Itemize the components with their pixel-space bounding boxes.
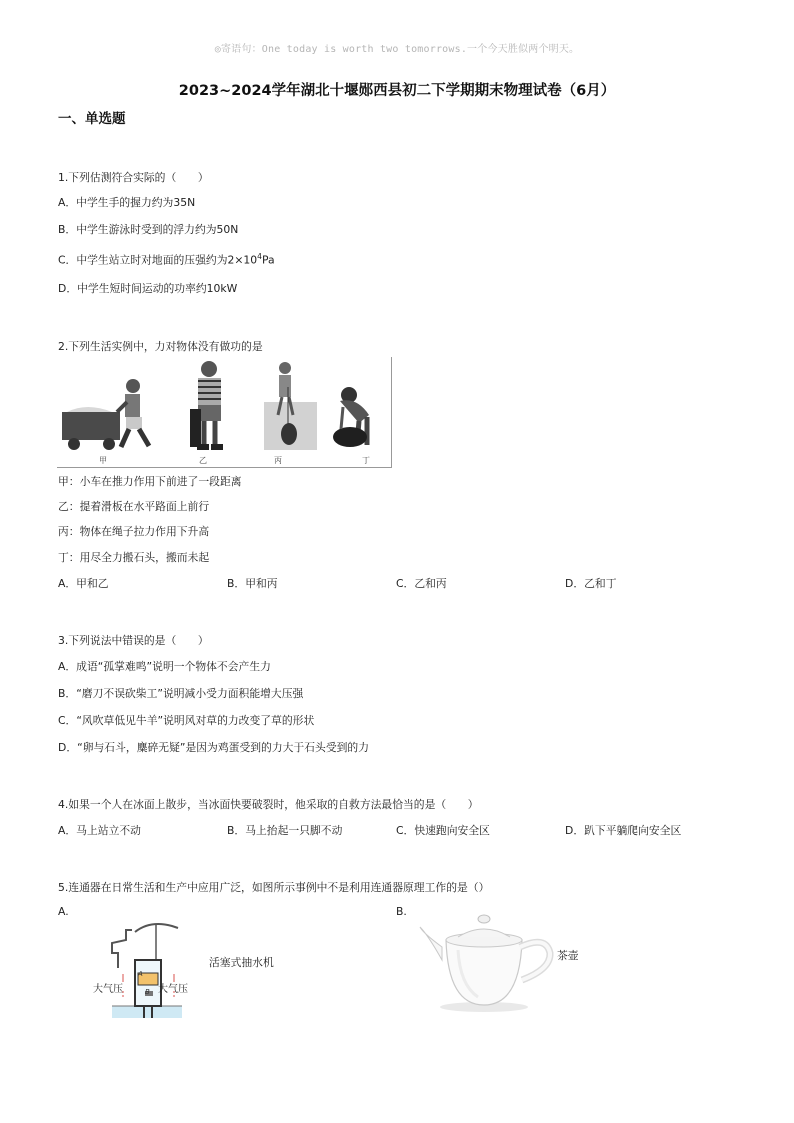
q3-option-a: A．成语“孤掌难鸣”说明一个物体不会产生力 xyxy=(58,660,271,673)
teapot-drawing xyxy=(418,905,558,1015)
q1-option-c-unit: Pa xyxy=(261,253,275,267)
q4-option-d: D．趴下平躺爬向安全区 xyxy=(565,824,682,837)
q2-item-jia: 甲：小车在推力作用下前进了一段距离 xyxy=(58,475,242,488)
q2-option-d: D．乙和丁 xyxy=(565,577,617,590)
q1-option-b: B．中学生游泳时受到的浮力约为50N xyxy=(58,223,239,236)
q2-figure xyxy=(57,357,392,468)
q3-option-d: D．“卵与石斗，麋碎无疑”是因为鸡蛋受到的力大于石头受到的力 xyxy=(58,741,370,754)
figure-label-ding: 丁 xyxy=(362,456,370,465)
q4-option-a: A．马上站立不动 xyxy=(58,824,141,837)
teapot-label: 茶壶 xyxy=(557,949,579,962)
q1-option-d: D．中学生短时间运动的功率约10kW xyxy=(58,282,238,295)
header-motto: ◎寄语句：One today is worth two tomorrows.一个今天胜似两个明天。 xyxy=(214,44,580,55)
q1-option-c-exponent: 4 xyxy=(257,252,262,261)
figure-label-jia: 甲 xyxy=(99,456,107,465)
q2-item-ding: 丁：用尽全力搬石头，搬而未起 xyxy=(58,551,210,564)
q2-item-yi: 乙：提着滑板在水平路面上前行 xyxy=(58,500,210,513)
piston-pump-diagram xyxy=(90,918,200,1023)
q3-option-b: B．“磨刀不误砍柴工”说明减小受力面积能增大压强 xyxy=(58,687,304,700)
q5-option-b-letter: B. xyxy=(396,905,407,918)
valve-a-label: A xyxy=(138,970,143,978)
q3-option-c: C．“风吹草低见牛羊”说明风对草的力改变了草的形状 xyxy=(58,714,315,727)
lift-illustration xyxy=(264,362,317,450)
piston-pump-drawing xyxy=(90,918,200,1023)
q2-option-b: B．甲和丙 xyxy=(227,577,278,590)
carry-illustration xyxy=(190,361,223,450)
section-heading: 一、单选题 xyxy=(58,111,126,127)
valve-b-label: B xyxy=(145,988,150,996)
pressure-label-right: 大气压 xyxy=(158,984,188,995)
cart-push-illustration xyxy=(62,379,149,450)
q4-option-b: B．马上抬起一只脚不动 xyxy=(227,824,343,837)
q1-option-a: A．中学生手的握力约为35N xyxy=(58,196,196,209)
q2-item-bing: 丙：物体在绳子拉力作用下升高 xyxy=(58,525,210,538)
q2-stem: 2.下列生活实例中，力对物体没有做功的是 xyxy=(58,340,263,353)
q4-option-c: C．快速跑向安全区 xyxy=(396,824,490,837)
q1-option-c-text: C．中学生站立时对地面的压强约为2×10 xyxy=(58,253,258,267)
q2-option-c: C．乙和丙 xyxy=(396,577,447,590)
q5-stem: 5.连通器在日常生活和生产中应用广泛，如图所示事例中不是利用连通器原理工作的是（） xyxy=(58,881,490,894)
rock-lift-illustration xyxy=(333,387,369,447)
q5-option-a-letter: A. xyxy=(58,905,69,918)
q4-stem: 4.如果一个人在冰面上散步，当冰面快要破裂时，他采取的自救方法最恰当的是（ ） xyxy=(58,798,479,811)
q2-figure-drawings xyxy=(57,357,391,467)
figure-label-bing: 丙 xyxy=(274,456,282,465)
pressure-label-left: 大气压 xyxy=(93,984,123,995)
teapot-image xyxy=(418,905,558,1015)
pump-label: 活塞式抽水机 xyxy=(209,956,274,969)
page-title: 2023~2024学年湖北十堰郧西县初二下学期期末物理试卷（6月） xyxy=(178,83,616,99)
figure-label-yi: 乙 xyxy=(199,456,207,465)
q2-option-a: A．甲和乙 xyxy=(58,577,109,590)
q1-stem: 1.下列估测符合实际的（ ） xyxy=(58,171,209,184)
q3-stem: 3.下列说法中错误的是（ ） xyxy=(58,634,209,647)
q1-option-c xyxy=(58,252,275,268)
